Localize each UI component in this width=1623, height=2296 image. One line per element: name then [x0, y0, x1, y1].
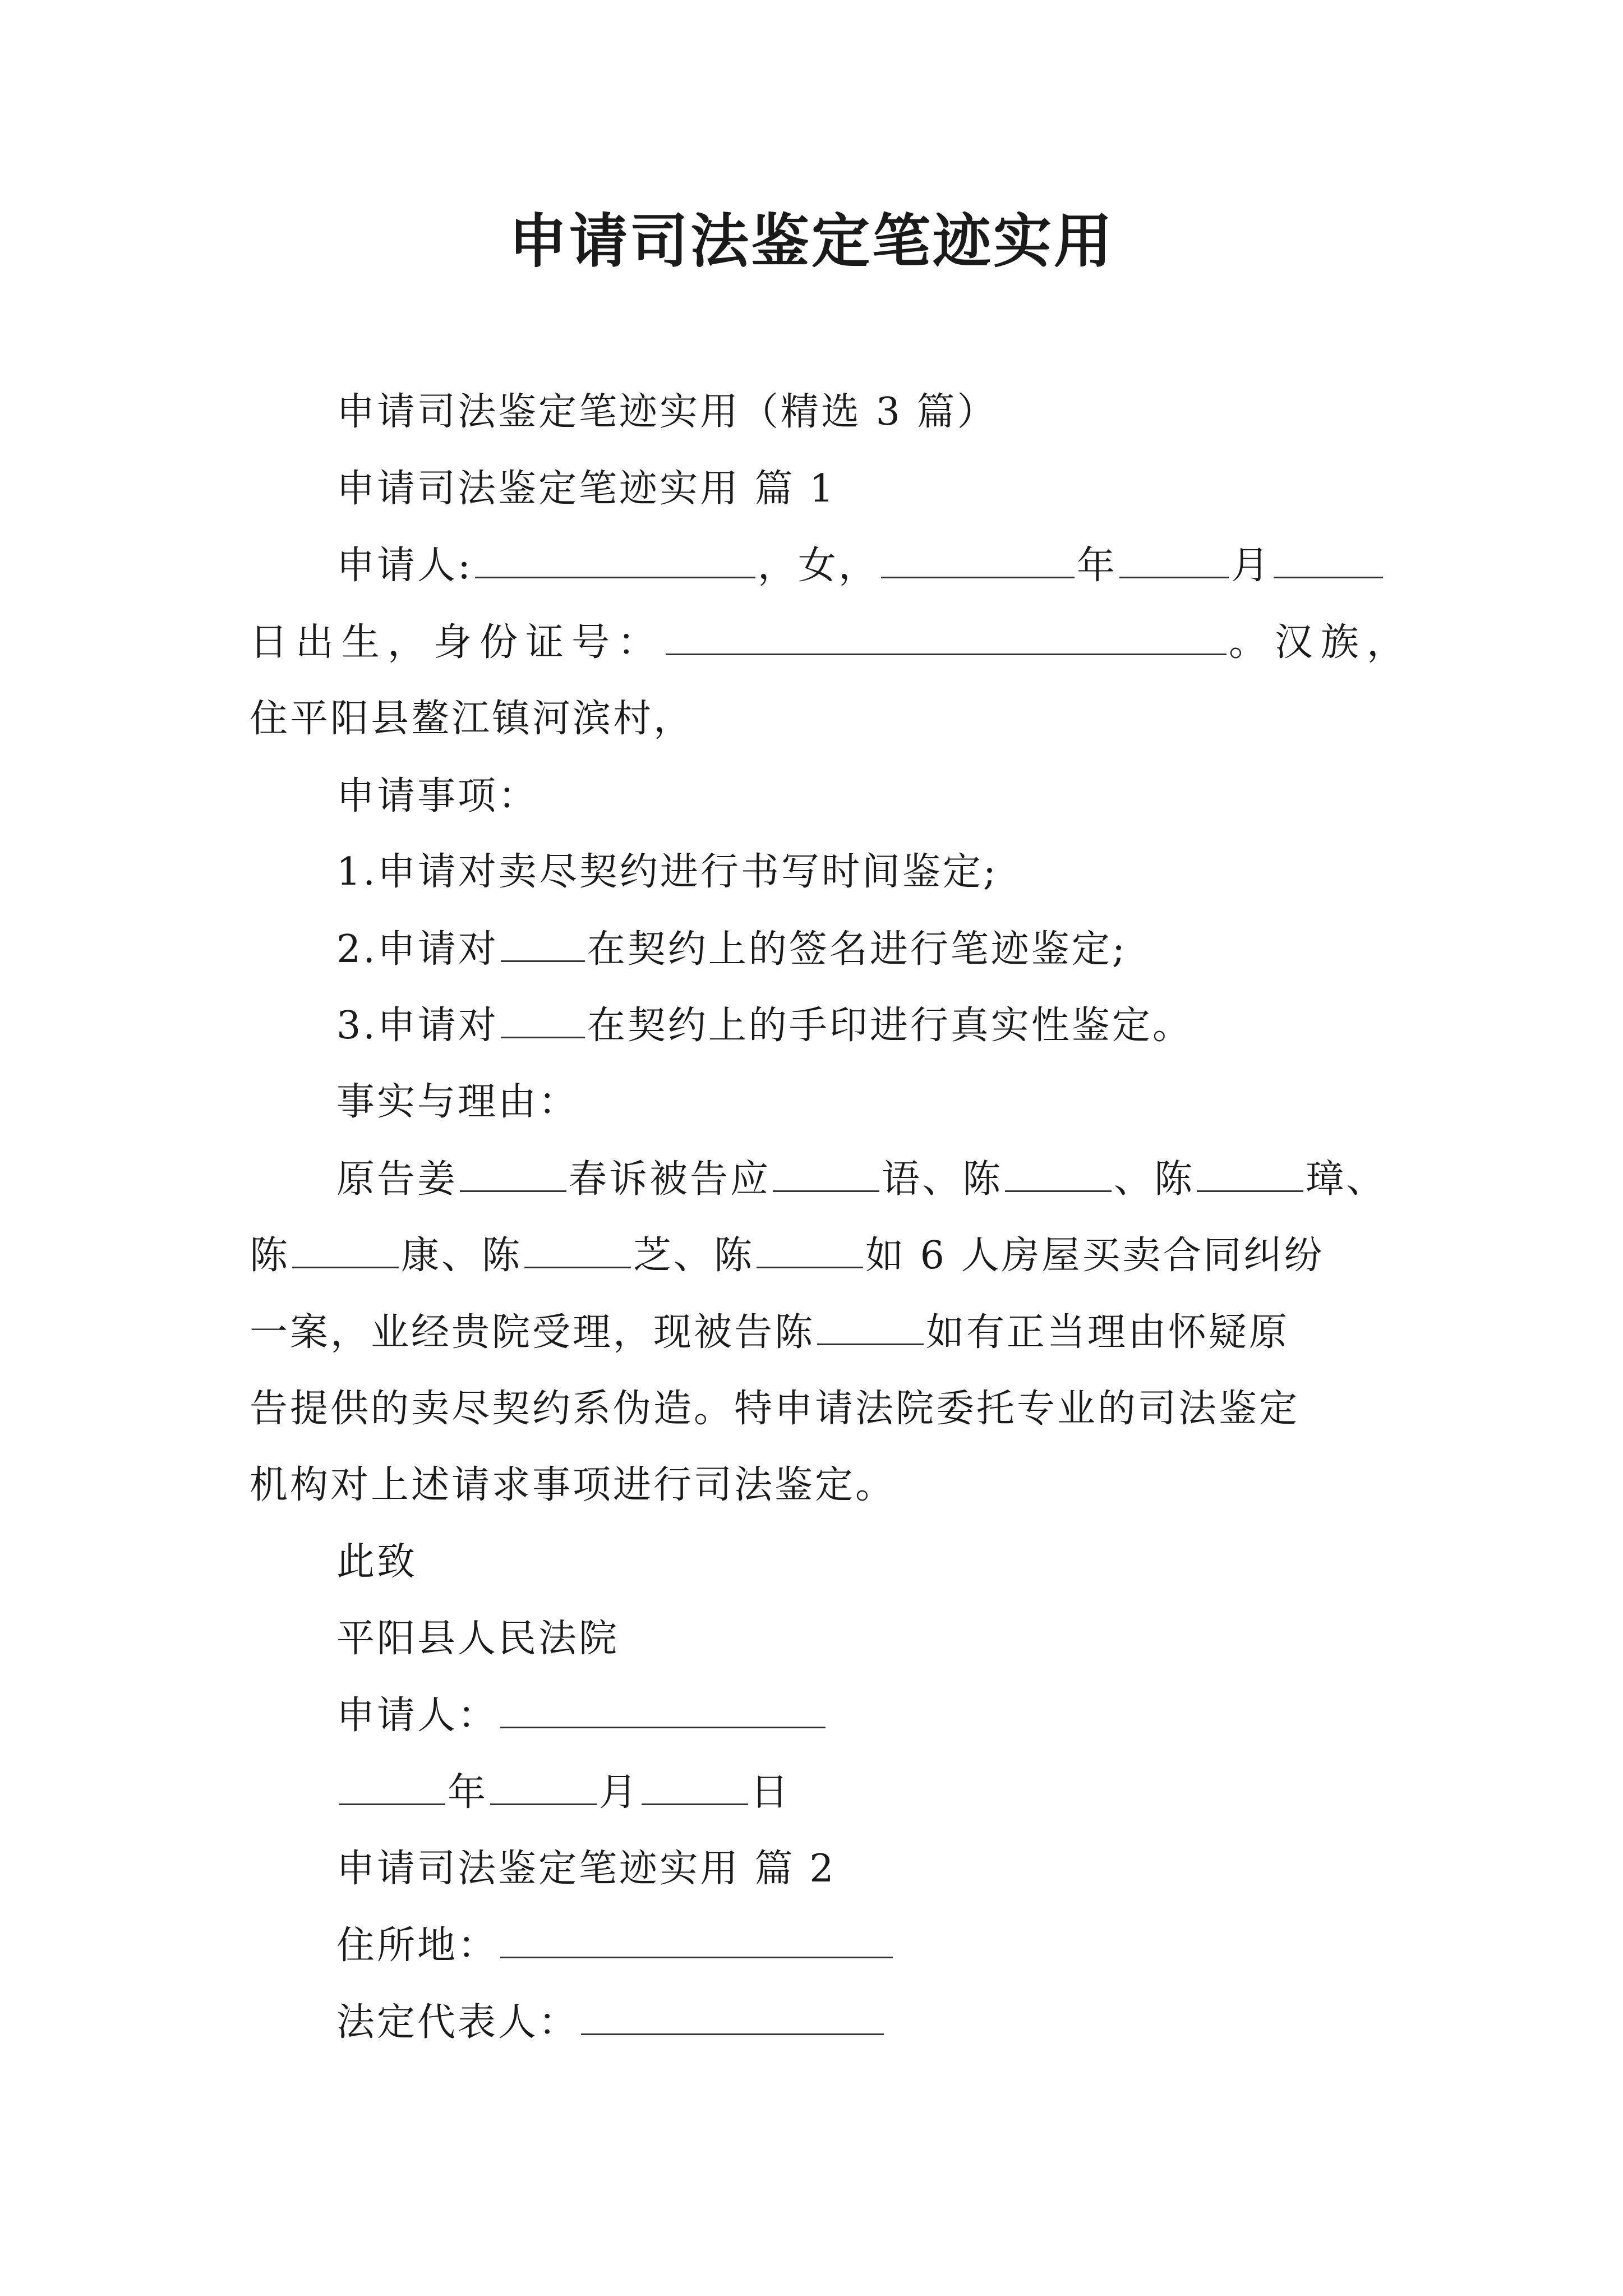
birth-id-label: 日出生，身份证号： [250, 620, 664, 665]
salutation: 此致 [336, 1540, 418, 1584]
month-char: 月 [1230, 544, 1271, 588]
applicant-sex: ，女， [757, 544, 879, 588]
facts-text: 陈 [250, 1234, 291, 1278]
facts-text: 、陈 [1114, 1157, 1195, 1202]
applicant-line [336, 537, 1385, 594]
matter-2-prefix: 2.申请对 [336, 927, 499, 972]
date-year-blank [339, 1764, 445, 1805]
facts-text: 春诉被告应 [569, 1157, 771, 1202]
birth-day-blank [1274, 537, 1383, 578]
section2-heading: 申请司法鉴定笔迹实用 篇 2 [336, 1847, 836, 1891]
facts-line-3 [250, 1304, 1289, 1361]
name-blank [757, 1227, 863, 1268]
date-line [336, 1764, 791, 1821]
date-day-blank [642, 1764, 748, 1805]
signature-label: 申请人： [336, 1694, 499, 1738]
legal-rep-blank [581, 1994, 884, 2035]
legal-rep-line [336, 1994, 886, 2051]
name-blank [773, 1151, 879, 1192]
name-blank [460, 1151, 566, 1192]
matter-3 [336, 997, 1193, 1054]
matter-1: 1.申请对卖尽契约进行书写时间鉴定; [336, 850, 998, 894]
ethnic-text: 。汉族， [1229, 620, 1413, 665]
date-day-char: 日 [750, 1770, 791, 1815]
id-line [250, 614, 1413, 671]
name-blank [817, 1304, 924, 1345]
matter-3-prefix: 3.申请对 [336, 1004, 499, 1048]
facts-line-4: 告提供的卖尽契约系伪造。特申请法院委托专业的司法鉴定 [250, 1387, 1300, 1431]
year-char: 年 [1076, 544, 1117, 588]
matter-2-suffix: 在契约上的签名进行笔迹鉴定; [587, 927, 1127, 972]
name-blank [524, 1227, 631, 1268]
id-number-blank [666, 614, 1227, 655]
matter-3-blank [501, 997, 585, 1038]
document-title: 申请司法鉴定笔迹实用 [508, 206, 1114, 275]
facts-text: 一案，业经贵院受理，现被告陈 [250, 1310, 815, 1355]
legal-rep-label: 法定代表人： [336, 2000, 579, 2045]
residence-blank [500, 1917, 893, 1958]
matter-3-suffix: 在契约上的手印进行真实性鉴定。 [587, 1004, 1193, 1048]
facts-text: 如有正当理由怀疑原 [926, 1310, 1290, 1355]
facts-text: 芝、陈 [633, 1234, 755, 1278]
name-blank [1197, 1151, 1303, 1192]
date-month-blank [490, 1764, 597, 1805]
residence-line [336, 1917, 895, 1974]
birth-month-blank [1119, 537, 1229, 578]
facts-line-5: 机构对上述请求事项进行司法鉴定。 [250, 1463, 896, 1507]
date-year-char: 年 [448, 1770, 488, 1815]
facts-text: 如 6 人房屋买卖合同纠纷 [865, 1234, 1325, 1278]
facts-text: 康、陈 [401, 1234, 523, 1278]
facts-text: 语、陈 [882, 1157, 1003, 1202]
court-name: 平阳县人民法院 [336, 1617, 620, 1661]
subtitle: 申请司法鉴定笔迹实用（精选 3 篇） [336, 390, 998, 434]
name-blank [292, 1227, 399, 1268]
facts-line-2 [250, 1227, 1325, 1284]
residence-label: 住所地： [336, 1924, 499, 1968]
facts-label: 事实与理由： [336, 1080, 579, 1124]
matters-label: 申请事项： [336, 774, 539, 818]
matter-2-blank [501, 921, 585, 962]
facts-line-1 [336, 1151, 1386, 1208]
signature-blank [500, 1687, 826, 1728]
address-line: 住平阳县鳌江镇河滨村， [250, 697, 694, 741]
applicant-label: 申请人: [336, 544, 473, 588]
facts-text: 原告姜 [336, 1157, 458, 1202]
date-month-char: 月 [599, 1770, 640, 1815]
matter-2 [336, 921, 1127, 978]
signature-line [336, 1687, 828, 1744]
name-blank [1005, 1151, 1112, 1192]
birth-year-blank [881, 537, 1075, 578]
applicant-name-blank [475, 537, 755, 578]
section1-heading: 申请司法鉴定笔迹实用 篇 1 [336, 467, 836, 511]
facts-text: 璋、 [1306, 1157, 1387, 1202]
